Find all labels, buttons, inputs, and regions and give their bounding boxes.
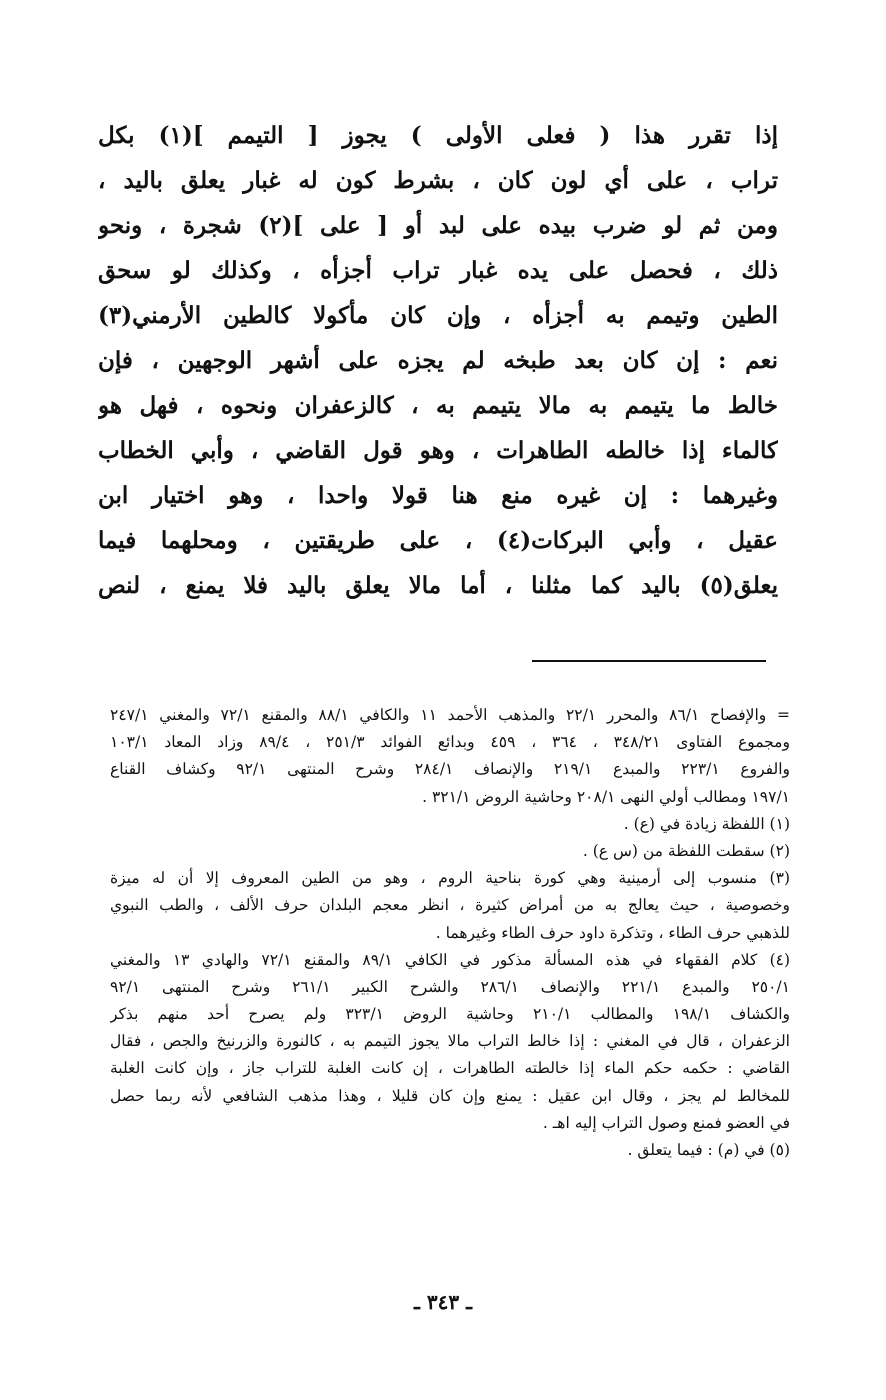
main-text-line: كالماء إذا خالطه الطاهرات ، وهو قول القاضي ، وأبي الخطاب bbox=[98, 437, 778, 464]
footnote-line: والكشاف ١٩٨/١ والمطالب ٢١٠/١ وحاشية الروض ٣٢٣/١ ولم يصرح أحد منهم بذكر bbox=[110, 1005, 790, 1024]
footnote-line: ١٩٧/١ ومطالب أولي النهى ٢٠٨/١ وحاشية الروض ٣٢١/١ . bbox=[422, 787, 790, 806]
footnote-line: والفروع ٢٢٣/١ والمبدع ٢١٩/١ والإنصاف ٢٨٤/١ وشرح المنتهى ٩٢/١ وكشاف القناع bbox=[110, 760, 790, 779]
main-text-line: تراب ، على أي لون كان ، بشرط كون له غبار يعلق باليد ، bbox=[98, 167, 778, 194]
footnote-2: (٢) سقطت اللفظة من (س ع) . bbox=[582, 841, 790, 860]
main-text-line: يعلق(٥) باليد كما مثلنا ، أما مالا يعلق باليد فلا يمنع ، لنص bbox=[98, 572, 778, 599]
footnote-line: وخصوصية ، حيث يعالج به من أمراض كثيرة ، انظر معجم البلدان حرف الألف ، والطب النبوي bbox=[110, 896, 790, 915]
footnote-line: للمخالط لم يجز ، وقال ابن عقيل : يمنع وإن كان قليلا ، وهذا مذهب الشافعي لأنه ربما حصل bbox=[110, 1086, 790, 1105]
main-text-line: خالط ما يتيمم به مالا يتيمم به ، كالزعفران ونحوه ، فهل هو bbox=[98, 392, 778, 419]
footnote-line: القاضي : حكمه حكم الماء إذا خالطته الطاهرات ، إن كانت الغلبة للتراب جاز ، وإن كانت الغلبة bbox=[110, 1059, 790, 1078]
footnote-line: للذهبي حرف الطاء ، وتذكرة داود حرف الطاء وغيرهما . bbox=[435, 923, 790, 942]
footnote-line: في العضو فمنع وصول التراب إليه اهـ . bbox=[542, 1113, 790, 1132]
main-text-line: إذا تقرر هذا ( فعلى الأولى ) يجوز [ التيمم ](١) بكل bbox=[98, 122, 778, 149]
main-text-line: نعم : إن كان بعد طبخه لم يجزه على أشهر الوجهين ، فإن bbox=[98, 347, 778, 374]
footnote-line: = والإفصاح ٨٦/١ والمحرر ٢٢/١ والمذهب الأحمد ١١ والكافي ٨٨/١ والمقنع ٧٢/١ والمغني ٢٤٧/١ bbox=[110, 706, 790, 724]
main-text-line: ومن ثم لو ضرب بيده على لبد أو [ على ](٢) شجرة ، ونحو bbox=[98, 212, 778, 239]
footnotes-block bbox=[110, 702, 790, 1164]
footnote-line: ٢٥٠/١ والمبدع ٢٢١/١ والإنصاف ٢٨٦/١ والشرح الكبير ٢٦١/١ وشرح المنتهى ٩٢/١ bbox=[110, 977, 790, 996]
main-text-line: وغيرهما : إن غيره منع هنا قولا واحدا ، وهو اختيار ابن bbox=[98, 482, 778, 509]
footnote-separator bbox=[532, 660, 766, 662]
footnote-1: (١) اللفظة زيادة في (ع) . bbox=[623, 814, 790, 833]
main-text-line: ذلك ، فحصل على يده غبار تراب أجزأه ، وكذلك لو سحق bbox=[98, 257, 778, 284]
main-text-line: الطين وتيمم به أجزأه ، وإن كان مأكولا كالطين الأرمني(٣) bbox=[98, 302, 778, 329]
page-number: ـ ٣٤٣ ـ bbox=[414, 1290, 472, 1314]
footnote-5: (٥) في (م) : فيما يتعلق . bbox=[627, 1141, 790, 1159]
footnote-line: الزعفران ، قال في المغني : إذا خالط التراب مالا يجوز التيمم به ، كالنورة والزرنيخ والجص ، فقال bbox=[110, 1032, 790, 1051]
footnote-3: (٣) منسوب إلى أرمينية وهي كورة بناحية الروم ، وهو من الطين المعروف إلا أن له ميزة bbox=[110, 869, 790, 888]
footnote-line: ومجموع الفتاوى ٣٤٨/٢١ ، ٣٦٤ ، ٤٥٩ وبدائع الفوائد ٢٥١/٣ ، ٨٩/٤ وزاد المعاد ١٠٣/١ bbox=[110, 733, 790, 752]
main-text-line: عقيل ، وأبي البركات(٤) ، على طريقتين ، ومحلهما فيما bbox=[98, 527, 778, 554]
main-text-block bbox=[98, 113, 778, 608]
footnote-4: (٤) كلام الفقهاء في هذه المسألة مذكور في الكافي ٨٩/١ والمقنع ٧٢/١ والهادي ١٣ والمغني bbox=[110, 950, 790, 969]
